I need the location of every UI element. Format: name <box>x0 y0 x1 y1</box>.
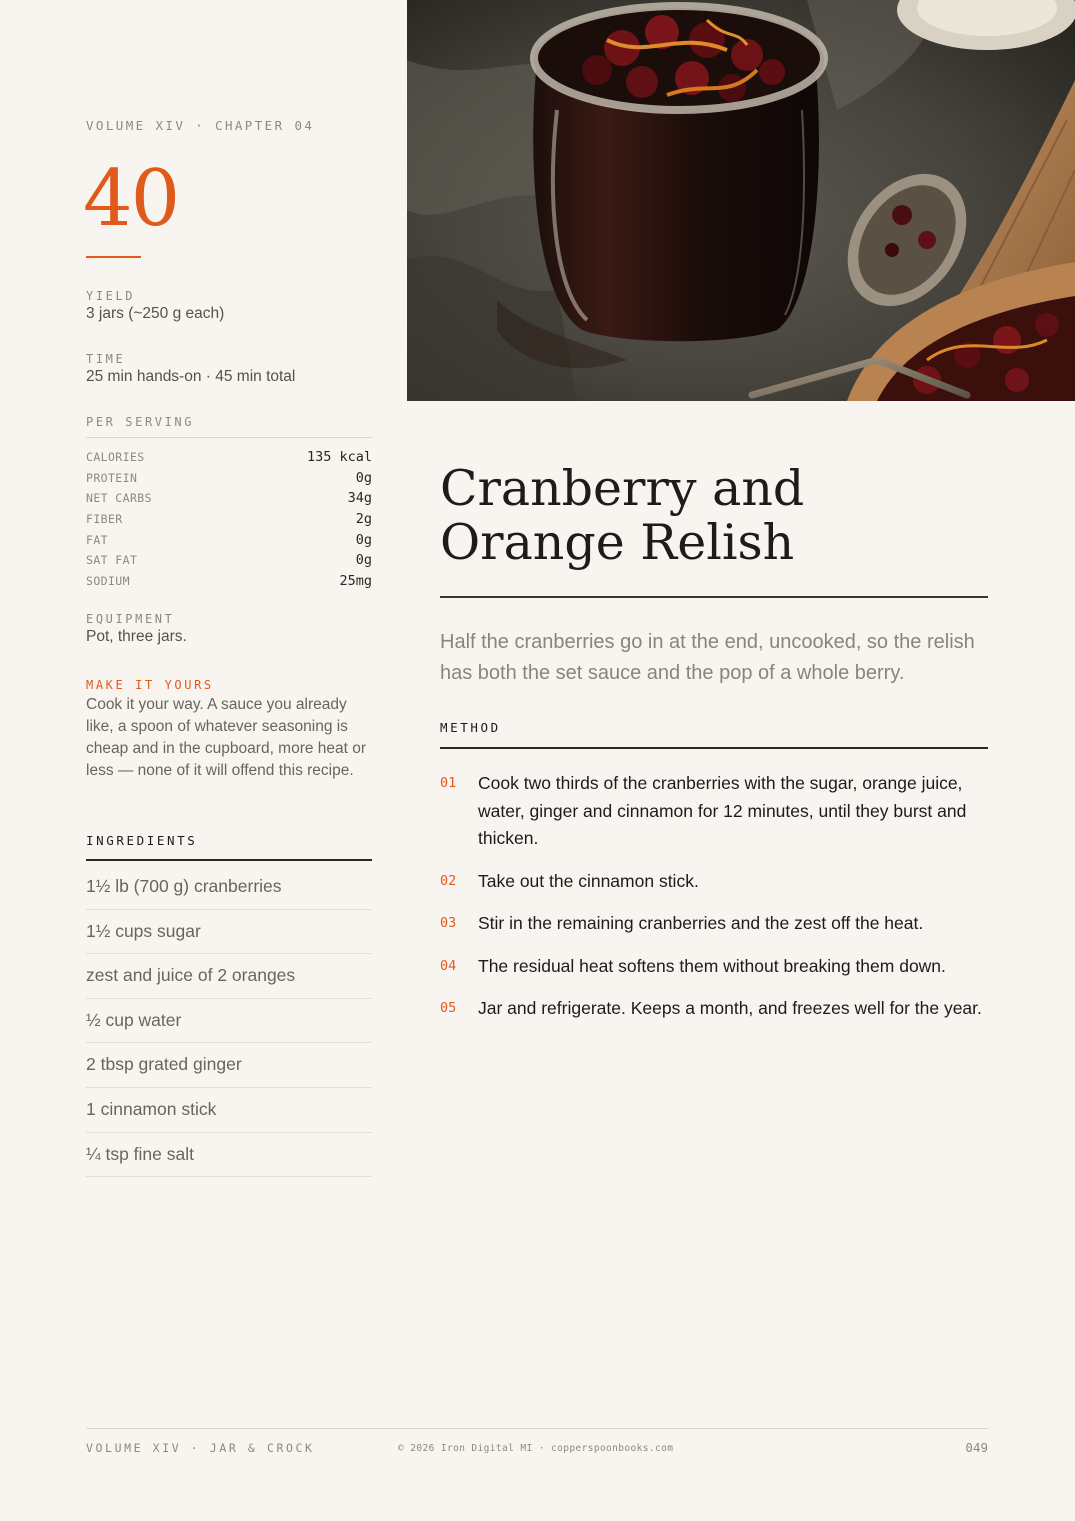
step-text: Jar and refrigerate. Keeps a month, and freezes well for the year. <box>478 998 982 1018</box>
nutrition-name: NET CARBS <box>86 491 152 506</box>
nutrition-value: 25mg <box>339 572 372 589</box>
nutrition-value: 34g <box>347 490 372 507</box>
method-step <box>440 995 988 1023</box>
method-step <box>440 953 988 981</box>
footer-copyright: © 2026 Iron Digital MI · copperspoonbooks.com <box>398 1443 674 1454</box>
ingredient-item: 1½ lb (700 g) cranberries <box>86 865 372 910</box>
ingredients-list <box>86 865 372 1177</box>
yield-value: 3 jars (~250 g each) <box>86 305 225 322</box>
page-number: 049 <box>965 1440 988 1455</box>
recipe-title: Cranberry and Orange Relish <box>440 460 805 571</box>
method-step <box>440 868 988 896</box>
nutrition-name: SODIUM <box>86 573 130 588</box>
equipment-block <box>86 612 372 646</box>
nutrition-value: 2g <box>355 511 372 528</box>
method-step <box>440 770 988 853</box>
cranberry-relish-jar-photo-icon <box>407 0 1075 401</box>
title-rule <box>440 596 988 598</box>
ingredient-item: 2 tbsp grated ginger <box>86 1043 372 1088</box>
step-text: Take out the cinnamon stick. <box>478 870 699 891</box>
footer-volume: VOLUME XIV · JAR & CROCK <box>86 1441 315 1455</box>
nutrition-row-calories <box>86 447 372 468</box>
make-it-yours-block <box>86 678 372 782</box>
recipe-number-rule <box>86 256 141 258</box>
recipe-photo <box>407 0 1075 401</box>
step-number: 02 <box>440 872 457 889</box>
method-steps <box>440 770 988 1038</box>
equipment-label: EQUIPMENT <box>86 612 175 626</box>
ingredient-item: 1 cinnamon stick <box>86 1088 372 1133</box>
nutrition-name: SAT FAT <box>86 553 138 568</box>
nutrition-row-fat <box>86 529 372 550</box>
step-text: Stir in the remaining cranberries and the zest off the heat. <box>478 913 924 933</box>
nutrition-panel <box>86 415 372 591</box>
nutrition-name: FAT <box>86 532 108 547</box>
yield-label: YIELD <box>86 289 136 303</box>
nutrition-table <box>86 447 372 591</box>
method-step <box>440 910 988 938</box>
step-number: 01 <box>440 775 457 791</box>
step-text: The residual heat softens them without breaking them down. <box>478 955 946 976</box>
nutrition-value: 0g <box>355 531 372 548</box>
equipment-value: Pot, three jars. <box>86 628 187 645</box>
nutrition-row-protein <box>86 468 372 489</box>
step-number: 03 <box>440 915 457 931</box>
recipe-number: 40 <box>83 154 179 244</box>
method-heading: METHOD <box>440 720 988 749</box>
ingredient-item: 1½ cups sugar <box>86 910 372 955</box>
ingredient-item: ½ cup water <box>86 999 372 1044</box>
step-number: 05 <box>440 1000 457 1016</box>
step-number: 04 <box>440 957 457 974</box>
nutrition-name: PROTEIN <box>86 470 138 485</box>
ingredients-block <box>86 833 372 1177</box>
yield-block <box>86 289 372 323</box>
time-label: TIME <box>86 352 126 366</box>
nutrition-row-fiber <box>86 509 372 530</box>
per-serving-label: PER SERVING <box>86 415 372 438</box>
volume-chapter-kicker: VOLUME XIV · CHAPTER 04 <box>86 118 315 133</box>
step-text: Cook two thirds of the cranberries with the sugar, orange juice, water, ginger and cinnamon for 12 minutes, until they burst and thicken. <box>478 773 967 848</box>
nutrition-row-sat-fat <box>86 550 372 571</box>
time-block <box>86 352 372 386</box>
recipe-lede: Half the cranberries go in at the end, uncooked, so the relish has both the set sauce and the pop of a whole berry. <box>440 631 975 684</box>
make-it-yours-text: Cook it your way. A sauce you already like, a spoon of whatever seasoning is cheap and in the cupboard, more heat or less — none of it will offend this recipe. <box>86 696 367 779</box>
nutrition-name: FIBER <box>86 512 123 527</box>
ingredients-heading: INGREDIENTS <box>86 833 372 861</box>
time-value: 25 min hands-on · 45 min total <box>86 368 296 385</box>
make-it-yours-label: MAKE IT YOURS <box>86 678 214 692</box>
nutrition-value: 135 kcal <box>306 449 372 466</box>
nutrition-row-net-carbs <box>86 488 372 509</box>
footer-rule <box>86 1428 988 1429</box>
ingredient-item: ¼ tsp fine salt <box>86 1133 372 1178</box>
nutrition-value: 0g <box>355 469 372 486</box>
nutrition-name: CALORIES <box>86 450 145 465</box>
nutrition-row-sodium <box>86 571 372 592</box>
ingredient-item: zest and juice of 2 oranges <box>86 954 372 999</box>
nutrition-value: 0g <box>355 552 372 569</box>
